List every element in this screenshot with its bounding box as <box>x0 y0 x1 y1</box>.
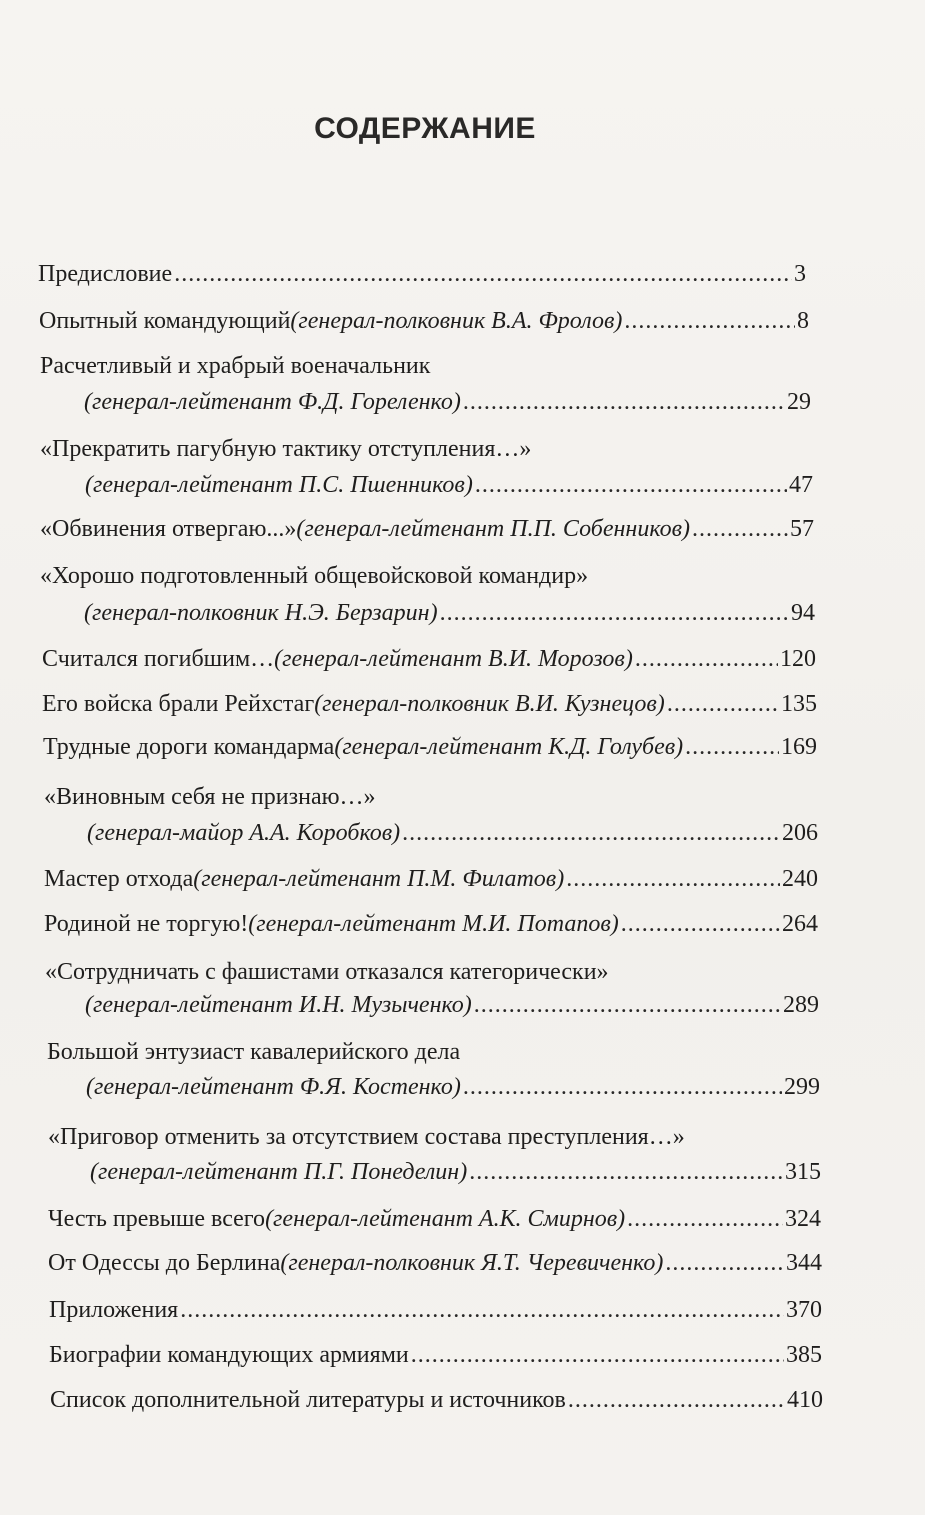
entry-title: «Обвинения отвергаю...» <box>40 516 297 542</box>
page-number: 29 <box>787 389 811 415</box>
toc-entry <box>47 1037 819 1067</box>
entry-title: «Хорошо подготовленный общевойсковой командир» <box>40 563 589 589</box>
toc-entry <box>45 957 819 987</box>
page-number: 120 <box>780 646 816 672</box>
entry-title: Честь превыше всего <box>48 1206 266 1232</box>
entry-author: (генерал-лейтенант Ф.Д. Гореленко) <box>84 389 461 415</box>
entry-author: (генерал-полковник В.И. Кузнецов) <box>314 691 665 717</box>
page-number: 57 <box>790 516 814 542</box>
entry-title: Мастер отхода <box>44 866 194 892</box>
entry-author: (генерал-лейтенант П.С. Пшенников) <box>85 472 473 498</box>
page-number: 370 <box>786 1297 822 1323</box>
toc-entry <box>48 1248 822 1278</box>
page-number: 315 <box>785 1159 821 1185</box>
page-number: 3 <box>794 261 806 287</box>
entry-title: От Одессы до Берлина <box>48 1250 281 1276</box>
dot-leader <box>469 1157 783 1187</box>
entry-author: (генерал-лейтенант В.И. Морозов) <box>274 646 633 672</box>
page-number: 344 <box>786 1250 822 1276</box>
dot-leader <box>180 1295 784 1325</box>
dot-leader <box>463 387 785 417</box>
page-number: 8 <box>797 308 809 334</box>
toc-entry-continuation <box>85 990 819 1020</box>
entry-author: (генерал-лейтенант К.Д. Голубев) <box>334 734 684 760</box>
entry-title: «Прекратить пагубную тактику отступления…» <box>40 436 532 462</box>
toc-entry <box>42 689 817 719</box>
toc-entry <box>49 1340 822 1370</box>
entry-title: Предисловие <box>38 261 173 287</box>
toc-entry <box>38 259 806 289</box>
dot-leader <box>475 470 787 500</box>
toc-entry <box>39 306 809 336</box>
toc-entry-continuation <box>84 598 815 628</box>
page-number: 206 <box>782 820 818 846</box>
toc-entry <box>48 1122 820 1152</box>
dot-leader <box>440 598 789 628</box>
toc-entry-continuation <box>84 387 811 417</box>
entry-author: (генерал-полковник В.А. Фролов) <box>290 308 623 334</box>
page-number: 240 <box>782 866 818 892</box>
toc-entry <box>49 1295 822 1325</box>
entry-author: (генерал-лейтенант Ф.Я. Костенко) <box>86 1074 461 1100</box>
toc-entry <box>40 514 814 544</box>
dot-leader <box>667 689 779 719</box>
entry-author: (генерал-лейтенант А.К. Смирнов) <box>265 1206 626 1232</box>
dot-leader <box>665 1248 784 1278</box>
dot-leader <box>635 644 778 674</box>
entry-title: Его войска брали Рейхстаг <box>42 691 315 717</box>
toc-entry <box>40 561 814 591</box>
dot-leader <box>566 864 780 894</box>
dot-leader <box>174 259 792 289</box>
entry-author: (генерал-лейтенант И.Н. Музыченко) <box>85 992 472 1018</box>
page-number: 324 <box>785 1206 821 1232</box>
dot-leader <box>692 514 788 544</box>
entry-title: Биографии командующих армиями <box>49 1342 409 1368</box>
entry-title: Приложения <box>49 1297 179 1323</box>
dot-leader <box>402 818 780 848</box>
page-number: 299 <box>784 1074 820 1100</box>
entry-author: (генерал-полковник Н.Э. Берзарин) <box>84 600 438 626</box>
toc-entry <box>43 732 817 762</box>
entry-author: (генерал-лейтенант П.М. Филатов) <box>193 866 565 892</box>
entry-title: Трудные дороги командарма <box>43 734 335 760</box>
toc-entry-continuation <box>90 1157 821 1187</box>
entry-author: (генерал-лейтенант П.Г. Понеделин) <box>90 1159 468 1185</box>
toc-entry <box>50 1385 823 1415</box>
toc-entry-continuation <box>86 1072 820 1102</box>
toc-entry <box>48 1204 821 1234</box>
entry-title: Расчетливый и храбрый военачальник <box>40 353 431 379</box>
dot-leader <box>624 306 795 336</box>
toc-entry <box>44 864 818 894</box>
dot-leader <box>411 1340 784 1370</box>
page-number: 94 <box>791 600 815 626</box>
page-number: 289 <box>783 992 819 1018</box>
dot-leader <box>685 732 779 762</box>
entry-author: (генерал-лейтенант М.И. Потапов) <box>248 911 619 937</box>
page-number: 135 <box>781 691 817 717</box>
entry-title: Считался погибшим… <box>42 646 275 672</box>
entry-author: (генерал-полковник Я.Т. Черевиченко) <box>280 1250 664 1276</box>
dot-leader <box>568 1385 785 1415</box>
page-number: 385 <box>786 1342 822 1368</box>
toc-entry <box>44 782 818 812</box>
toc-entry <box>40 351 810 381</box>
toc-entry-continuation <box>87 818 818 848</box>
dot-leader <box>463 1072 782 1102</box>
page-number: 47 <box>789 472 813 498</box>
toc-entry-continuation <box>85 470 813 500</box>
toc-entry <box>44 909 818 939</box>
page-number: 264 <box>782 911 818 937</box>
entry-title: «Сотрудничать с фашистами отказался категорически» <box>45 959 609 985</box>
entry-author: (генерал-лейтенант П.П. Собенников) <box>296 516 691 542</box>
dot-leader <box>627 1204 783 1234</box>
page-number: 410 <box>787 1387 823 1413</box>
toc-entry <box>40 434 810 464</box>
toc-entry <box>42 644 816 674</box>
entry-title: «Виновным себя не признаю…» <box>44 784 376 810</box>
page-number: 169 <box>781 734 817 760</box>
dot-leader <box>621 909 780 939</box>
entry-title: Опытный командующий <box>39 308 291 334</box>
entry-title: «Приговор отменить за отсутствием состава преступления…» <box>48 1124 685 1150</box>
entry-title: Список дополнительной литературы и источников <box>50 1387 566 1413</box>
entry-title: Родиной не торгую! <box>44 911 249 937</box>
entry-author: (генерал-майор А.А. Коробков) <box>87 820 401 846</box>
entry-title: Большой энтузиаст кавалерийского дела <box>47 1039 461 1065</box>
dot-leader <box>474 990 781 1020</box>
page-title: СОДЕРЖАНИЕ <box>314 112 536 145</box>
